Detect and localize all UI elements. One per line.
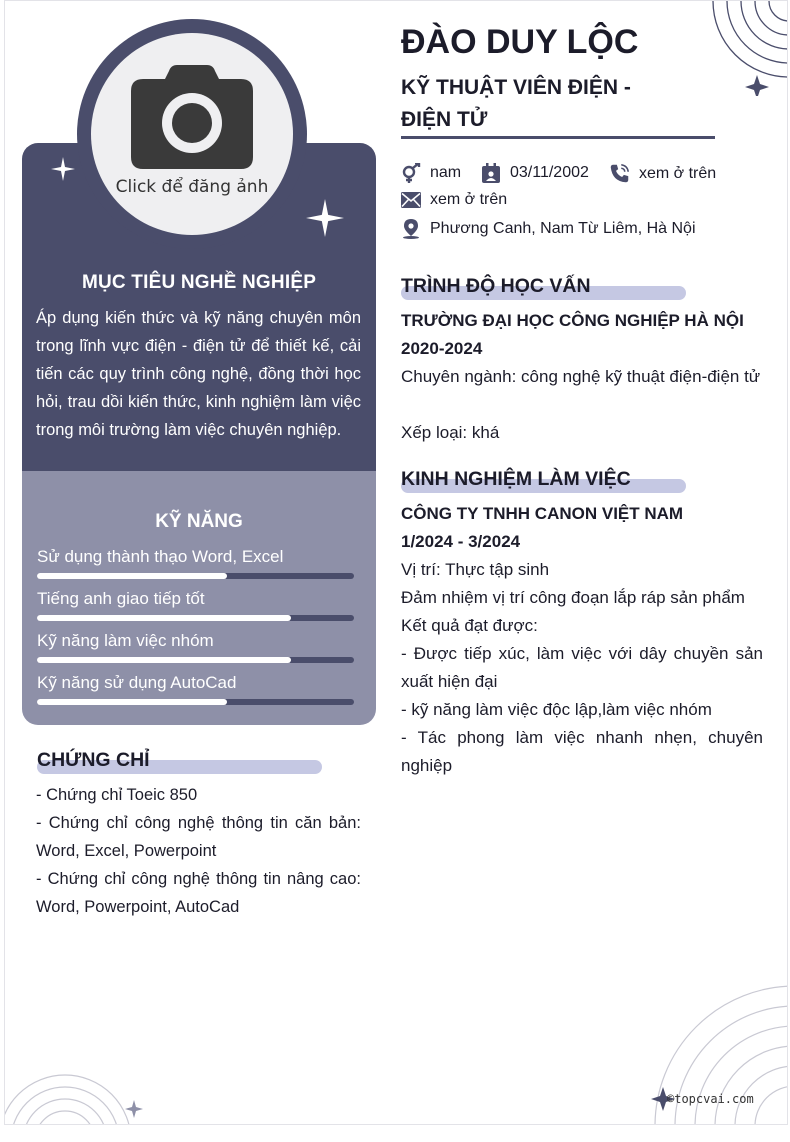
calendar-icon [481, 163, 501, 183]
gender-info [401, 163, 461, 183]
experience-results-list [401, 640, 763, 780]
experience-result-item: - Tác phong làm việc nhanh nhẹn, chuyên nghiệp [401, 728, 763, 775]
email-info [401, 191, 507, 209]
school-name: TRƯỜNG ĐẠI HỌC CÔNG NGHIỆP HÀ NỘI [401, 311, 744, 330]
certificates-list [36, 781, 361, 921]
watermark: ©topcvai.com [667, 1092, 754, 1106]
education-rank: Xếp loại: khá [401, 423, 500, 442]
experience-title: KINH NGHIỆM LÀM VIỆC [401, 468, 631, 490]
skill-level-bar [37, 615, 354, 621]
skill-level-fill [37, 573, 227, 579]
decorative-arcs-bottom-left [5, 1071, 155, 1125]
birthday-value: 03/11/2002 [510, 164, 589, 181]
skill-item [37, 672, 354, 705]
address-info [401, 219, 696, 239]
skill-label: Kỹ năng làm việc nhóm [37, 631, 214, 650]
phone-icon [609, 163, 630, 184]
skill-item [37, 546, 354, 579]
skill-level-fill [37, 615, 291, 621]
skill-level-bar [37, 573, 354, 579]
sparkle-icon [306, 199, 344, 237]
phone-info [609, 163, 716, 184]
candidate-name: ĐÀO DUY LỘC [401, 23, 639, 61]
certificate-item: - Chứng chỉ Toeic 850 [36, 786, 198, 804]
certificate-item: - Chứng chỉ công nghệ thông tin căn bản: Word, Excel, Powerpoint [36, 814, 361, 860]
certificate-item: - Chứng chỉ công nghệ thông tin nâng cao: Word, Powerpoint, AutoCad [36, 870, 361, 916]
skill-level-fill [37, 657, 291, 663]
email-value: xem ở trên [430, 191, 508, 208]
certificates-title: CHỨNG CHỈ [37, 749, 150, 771]
education-major: Chuyên ngành: công nghệ kỹ thuật điện-điện tử [401, 367, 761, 386]
skills-title: KỸ NĂNG [155, 511, 243, 532]
experience-result-item: - kỹ năng làm việc độc lập,làm việc nhóm [401, 700, 712, 719]
skill-level-bar [37, 657, 354, 663]
skill-label: Tiếng anh giao tiếp tốt [37, 589, 205, 608]
skill-label: Sử dụng thành thạo Word, Excel [37, 547, 284, 566]
gender-value: nam [430, 164, 462, 181]
skill-item [37, 630, 354, 663]
experience-position: Vị trí: Thực tập sinh [401, 560, 550, 579]
experience-duty: Đảm nhiệm vị trí công đoạn lắp ráp sản phẩm [401, 588, 745, 607]
gender-icon [401, 163, 421, 183]
phone-value: xem ở trên [639, 164, 717, 182]
decorative-arcs-top-right [705, 1, 788, 96]
camera-icon [131, 65, 253, 169]
sparkle-icon [51, 157, 75, 181]
experience-result-label: Kết quả đạt được: [401, 616, 538, 635]
education-period: 2020-2024 [401, 339, 483, 358]
address-value: Phương Canh, Nam Từ Liêm, Hà Nội [430, 220, 696, 237]
skill-label: Kỹ năng sử dụng AutoCad [37, 673, 237, 692]
job-title-line: ĐIỆN TỬ [401, 108, 488, 131]
experience-period: 1/2024 - 3/2024 [401, 532, 521, 551]
experience-result-item: - Được tiếp xúc, làm việc với dây chuyền sản xuất hiện đại [401, 644, 763, 691]
education-title: TRÌNH ĐỘ HỌC VẤN [401, 275, 591, 297]
job-title-line: KỸ THUẬT VIÊN ĐIỆN - [401, 76, 631, 99]
objective-text: Áp dụng kiến thức và kỹ năng chuyên môn trong lĩnh vực điện - điện tử để thiết kế, cải tiến các quy trình công nghệ, đồng thời học hỏi, trau dồi kiến thức, kinh nghiệm làm việc trong môi trường làm việc chuyên nghiệp. [36, 309, 361, 439]
skill-level-bar [37, 699, 354, 705]
header-divider [401, 136, 715, 139]
job-title [401, 72, 661, 136]
avatar-upload-label: Click để đăng ảnh [115, 177, 269, 197]
location-pin-icon [401, 219, 421, 239]
birthday-info [481, 163, 589, 183]
mail-icon [401, 192, 421, 208]
resume-page [4, 0, 788, 1125]
avatar-upload[interactable] [91, 33, 293, 235]
skill-item [37, 588, 354, 621]
objective-title: MỤC TIÊU NGHỀ NGHIỆP [81, 272, 317, 293]
company-name: CÔNG TY TNHH CANON VIỆT NAM [401, 504, 684, 523]
skill-level-fill [37, 699, 227, 705]
